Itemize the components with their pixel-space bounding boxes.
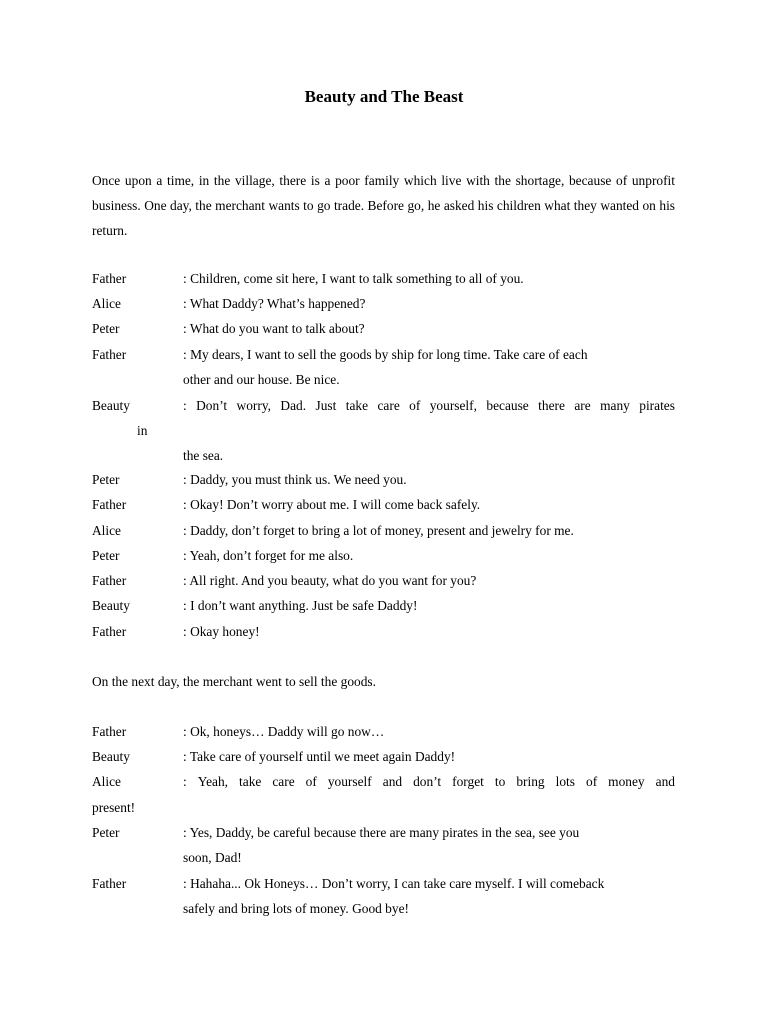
dialogue-text: : Take care of yourself until we meet again Daddy! bbox=[183, 749, 456, 764]
dialogue-text: : Yeah, don’t forget for me also. bbox=[183, 548, 354, 563]
dialogue-wrap: present! bbox=[92, 800, 136, 815]
dialogue-text: : Don’t worry, Dad. Just take care of yourself, because there are many pirates bbox=[183, 398, 675, 413]
dialogue-text: : Yes, Daddy, be careful because there are many pirates in the sea, see you bbox=[183, 825, 580, 840]
narration-paragraph: On the next day, the merchant went to sell the goods. bbox=[92, 674, 376, 689]
intro-paragraph: Once upon a time, in the village, there is a poor family which live with the shortage, because of unprofit business. One day, the merchant wants to go trade. Before go, he asked his children what they wanted on his return. bbox=[92, 173, 675, 239]
speaker-name: Beauty bbox=[92, 598, 130, 613]
speaker-name: Peter bbox=[92, 825, 120, 840]
speaker-name: Father bbox=[92, 876, 127, 891]
dialogue-text: : I don’t want anything. Just be safe Daddy! bbox=[183, 598, 418, 613]
speaker-name: Peter bbox=[92, 321, 120, 336]
dialogue-continuation: safely and bring lots of money. Good bye! bbox=[183, 901, 409, 916]
speaker-name: Father bbox=[92, 624, 127, 639]
dialogue-text: : What do you want to talk about? bbox=[183, 321, 365, 336]
dialogue-text: : Children, come sit here, I want to talk something to all of you. bbox=[183, 271, 524, 286]
speaker-name: Father bbox=[92, 724, 127, 739]
dialogue-text: : Daddy, you must think us. We need you. bbox=[183, 472, 407, 487]
dialogue-continuation: soon, Dad! bbox=[183, 850, 242, 865]
dialogue-text: : Ok, honeys… Daddy will go now… bbox=[183, 724, 385, 739]
speaker-name: Beauty bbox=[92, 749, 130, 764]
dialogue-text: : Yeah, take care of yourself and don’t forget to bring lots of money and bbox=[183, 774, 675, 789]
speaker-name: Peter bbox=[92, 548, 120, 563]
dialogue-text: : What Daddy? What’s happened? bbox=[183, 296, 366, 311]
dialogue-text: : Okay honey! bbox=[183, 624, 260, 639]
dialogue-wrap: in bbox=[137, 423, 148, 438]
dialogue-text: : My dears, I want to sell the goods by ship for long time. Take care of each bbox=[183, 347, 588, 362]
speaker-name: Father bbox=[92, 271, 127, 286]
speaker-name: Father bbox=[92, 347, 127, 362]
dialogue-text: : Daddy, don’t forget to bring a lot of money, present and jewelry for me. bbox=[183, 523, 574, 538]
speaker-name: Alice bbox=[92, 523, 121, 538]
dialogue-text: other and our house. Be nice. bbox=[183, 372, 340, 387]
speaker-name: Alice bbox=[92, 296, 121, 311]
dialogue-text: : Hahaha... Ok Honeys… Don’t worry, I can take care myself. I will comeback bbox=[183, 876, 605, 891]
speaker-name: Peter bbox=[92, 472, 120, 487]
dialogue-text: : Okay! Don’t worry about me. I will come back safely. bbox=[183, 497, 481, 512]
speaker-name: Father bbox=[92, 497, 127, 512]
document-title: Beauty and The Beast bbox=[304, 87, 464, 106]
dialogue-text: : All right. And you beauty, what do you want for you? bbox=[183, 573, 477, 588]
speaker-name: Father bbox=[92, 573, 127, 588]
speaker-name: Beauty bbox=[92, 398, 130, 413]
speaker-name: Alice bbox=[92, 774, 121, 789]
dialogue-continuation: the sea. bbox=[183, 448, 224, 463]
